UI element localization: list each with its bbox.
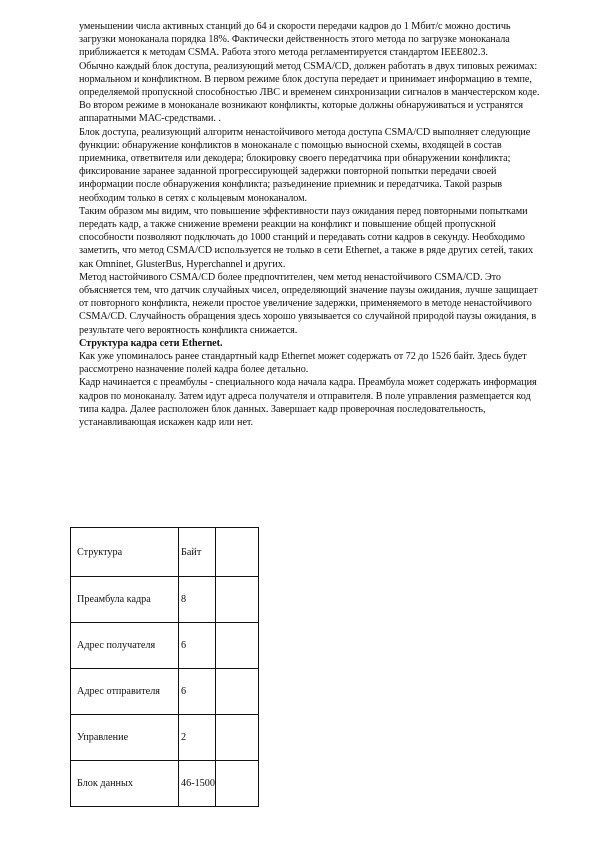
table-cell <box>71 715 179 761</box>
paragraph: Метод настойчивого CSMA/CD более предпочтителен, чем метод ненастойчивого CSMA/CD. Это объясняется тем, что датчик случайных чисел, определяющий значение паузы ожидания, лучше защищает от повторного конфликта, нежели простое увеличение задержки, применяемого в методе ненастойчивого CSMA/CD. Случайность обращения здесь хорошо увязывается со случайной природой паузы ожидания, в результате чего вероятность конфликта снижается. <box>79 271 538 336</box>
section-heading: Структура кадра сети Ethernet. <box>79 337 223 349</box>
field-bytes: 2 <box>181 732 187 743</box>
table-cell <box>179 623 216 669</box>
paragraph: Как уже упоминалось ранее стандартный кадр Ethernet может содержать от 72 до 1526 байт. Здесь будет рассмотрено назначение полей кадра более детально. <box>79 351 527 376</box>
table-header-row <box>71 528 259 577</box>
header-bytes: Байт <box>181 546 202 558</box>
table-row <box>71 761 259 807</box>
field-bytes: 46-1500 <box>181 778 215 789</box>
table-cell <box>71 669 179 715</box>
table-header-cell <box>179 528 216 577</box>
field-name: Адрес получателя <box>77 640 156 651</box>
table-row <box>71 623 259 669</box>
table-cell <box>179 577 216 623</box>
paragraph: Блок доступа, реализующий алгоритм ненастойчивого метода доступа CSMA/CD выполняет следующие функции: обнаружение конфликтов в моноканале с помощью выносной схемы, входящей в состав приемника, ответвителя или декодера; блокировку своего передатчика при обнаружении конфликта; фиксирование заранее заданной прогрессирующей задержки повторной попытки передачи своей информации после обнаружения конфликта; разъединение приемник и передатчика. Такой разрыв необходим только в сетях с кольцевым моноканалом. <box>79 126 531 204</box>
table-empty-cell <box>215 577 258 623</box>
field-bytes: 8 <box>181 594 187 605</box>
field-bytes: 6 <box>181 686 187 697</box>
field-name: Управление <box>77 732 129 743</box>
table-row <box>71 577 259 623</box>
table-cell <box>71 761 179 807</box>
table-empty-cell <box>215 715 258 761</box>
paragraph: Кадр начинается с преамбулы - специального кода начала кадра. Преамбула может содержать информация кадров по моноканалу. Затем идут адреса получателя и отправителя. В поле управления размещается код типа кадра. Далее расположен блок данных. Завершает кадр проверочная последовательность, устанавливающая искажен кадр или нет. <box>79 377 537 429</box>
table-empty-cell <box>215 761 258 807</box>
frame-structure-table <box>70 527 259 807</box>
paragraph: Обычно каждый блок доступа, реализующий метод CSMA/CD, должен работать в двух типовых режимах: нормальном и конфликтном. В первом режиме блок доступа передает и принимает информацию в темпе, определяемой пропускной способностью ЛВС и временем синхронизации сигналов в манчестерском коде. Во втором режиме в моноканале возникают конфликты, которые должны обнаруживаться и устранятся аппаратными МАС-средствами. . <box>79 60 540 125</box>
field-bytes: 6 <box>181 640 187 651</box>
paragraph: Таким образом мы видим, что повышение эффективности пауз ожидания перед повторными попытками передать кадр, а также снижение времени реакции на конфликт и повышение общей пропускной способности позволяют подключать до 1000 станций и передавать сотни кадров в секунду. Необходимо заметить, что метод CSMA/CD используется не только в сети Ethernet, а также в ряде других сетей, таких как Omninet, GlusterBus, Hyperchannel и других. <box>79 205 533 270</box>
table-header-cell <box>71 528 179 577</box>
field-name: Адрес отправителя <box>77 686 160 697</box>
table-cell <box>179 715 216 761</box>
table-empty-cell <box>215 528 258 577</box>
table-row <box>71 715 259 761</box>
field-name: Блок данных <box>77 778 133 789</box>
paragraph: уменьшении числа активных станций до 64 и скорости передачи кадров до 1 Мбит/с можно достичь загрузки моноканала порядка 18%. Фактически действенность этого метода по загрузке моноканала приближается к методам CSMA. Работа этого метода регламентируется стандартом IEEE802.3. <box>79 21 511 59</box>
table-cell <box>179 761 216 807</box>
table-row <box>71 669 259 715</box>
table-empty-cell <box>215 669 258 715</box>
table-cell <box>71 577 179 623</box>
table-cell <box>71 623 179 669</box>
document-body <box>79 20 549 429</box>
header-structure: Структура <box>77 546 123 558</box>
table-empty-cell <box>215 623 258 669</box>
field-name: Преамбула кадра <box>77 594 151 605</box>
table-cell <box>179 669 216 715</box>
